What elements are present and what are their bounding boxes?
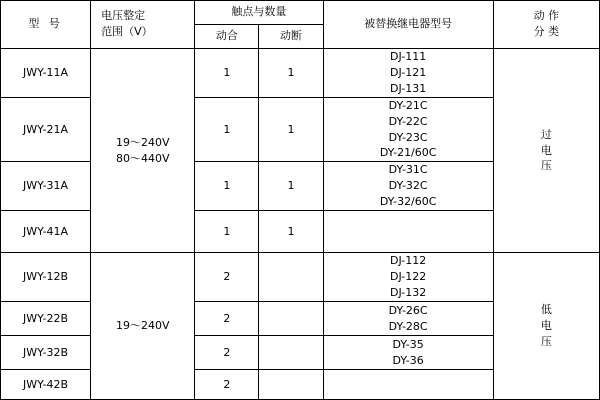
cell-model: JWY-41A: [1, 211, 91, 253]
cell-contact-on: 1: [195, 211, 259, 253]
cell-contact-on: 2: [195, 302, 259, 336]
cell-replace: [323, 370, 493, 400]
replace-item: DJ-112: [389, 254, 427, 268]
cell-model: JWY-22B: [1, 302, 91, 336]
replace-item: DJ-121: [389, 65, 427, 79]
replace-item: DY-32/60C: [379, 195, 437, 209]
cell-model: JWY-21A: [1, 97, 91, 162]
action-char: 低: [540, 303, 552, 317]
replace-item: DJ-131: [389, 81, 427, 95]
cell-contact-off: 1: [259, 211, 323, 253]
cell-action-group-1: [493, 48, 599, 252]
cell-replace: [323, 253, 493, 302]
header-voltage: [91, 1, 195, 49]
voltage-range-2: 80～440V: [115, 151, 170, 165]
cell-replace: [323, 302, 493, 336]
replace-item: DJ-111: [389, 49, 427, 63]
cell-replace: [323, 48, 493, 97]
header-contacts: 触点与数量: [195, 1, 323, 25]
table-header-row-1: [1, 1, 600, 25]
header-replace: 被替换继电器型号: [323, 1, 493, 49]
header-contact-on: 动合: [195, 24, 259, 48]
cell-action-group-2: [493, 253, 599, 400]
cell-replace: [323, 97, 493, 162]
voltage-range-1: 19～240V: [115, 319, 170, 333]
replace-item: DY-32C: [388, 179, 428, 193]
cell-contact-off: 1: [259, 97, 323, 162]
header-model: 型 号: [1, 1, 91, 49]
cell-contact-off: 1: [259, 48, 323, 97]
cell-contact-off: [259, 253, 323, 302]
replace-item: DJ-122: [389, 270, 427, 284]
action-char: 电: [540, 319, 552, 333]
replace-item: DY-21/60C: [379, 146, 437, 160]
header-voltage-line1: 电压整定: [101, 9, 146, 23]
replace-item: DY-21C: [388, 98, 428, 112]
voltage-range-1: 19～240V: [115, 135, 170, 149]
cell-contact-off: [259, 370, 323, 400]
replace-item: DY-28C: [388, 319, 428, 333]
table-row: [1, 253, 600, 302]
replace-item: DY-35: [392, 337, 424, 351]
cell-contact-on: 1: [195, 48, 259, 97]
cell-contact-off: [259, 302, 323, 336]
action-char: 压: [540, 335, 552, 349]
cell-contact-on: 2: [195, 336, 259, 370]
header-voltage-line2: 范围（V）: [101, 25, 153, 39]
header-action-line2: 分 类: [533, 25, 560, 39]
header-action-line1: 动 作: [533, 9, 560, 23]
action-char: 过: [540, 127, 552, 141]
cell-replace: [323, 211, 493, 253]
cell-contact-on: 1: [195, 97, 259, 162]
cell-contact-on: 2: [195, 253, 259, 302]
cell-voltage-group-1: [91, 48, 195, 252]
table-row: [1, 48, 600, 97]
cell-contact-off: 1: [259, 162, 323, 211]
action-char: 压: [540, 159, 552, 173]
header-contact-off: 动断: [259, 24, 323, 48]
replace-item: DY-22C: [388, 114, 428, 128]
replace-item: DY-36: [392, 353, 424, 367]
cell-voltage-group-2: [91, 253, 195, 400]
cell-model: JWY-31A: [1, 162, 91, 211]
cell-model: JWY-32B: [1, 336, 91, 370]
cell-model: JWY-42B: [1, 370, 91, 400]
cell-contact-off: [259, 336, 323, 370]
header-action: [493, 1, 599, 49]
replace-item: DY-31C: [388, 163, 428, 177]
replace-item: DJ-132: [389, 286, 427, 300]
action-char: 电: [540, 143, 552, 157]
cell-replace: [323, 162, 493, 211]
cell-contact-on: 1: [195, 162, 259, 211]
cell-contact-on: 2: [195, 370, 259, 400]
cell-replace: [323, 336, 493, 370]
cell-model: JWY-11A: [1, 48, 91, 97]
replace-item: DY-23C: [388, 130, 428, 144]
replace-item: DY-26C: [388, 303, 428, 317]
cell-model: JWY-12B: [1, 253, 91, 302]
